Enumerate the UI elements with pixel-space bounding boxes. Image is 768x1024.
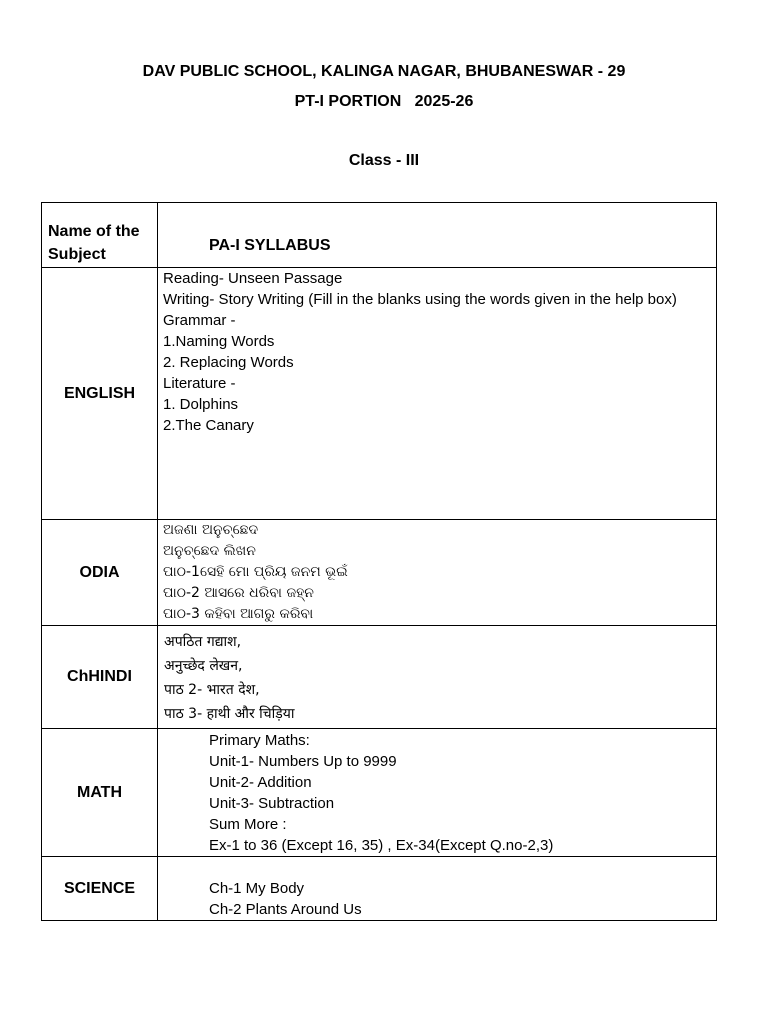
list-item: Unit-3- Subtraction	[209, 795, 335, 812]
list-item: 2. Replacing Words	[163, 354, 294, 371]
syllabus-hindi	[158, 626, 717, 729]
list-item: Reading- Unseen Passage	[163, 270, 343, 287]
list-item: 1. Dolphins	[163, 396, 239, 413]
table-row-math	[42, 729, 717, 857]
class-label: Class - III	[348, 152, 420, 169]
list-item: 2.The Canary	[163, 417, 254, 434]
list-item: Ch-1 My Body	[209, 880, 305, 897]
syllabus-table	[41, 202, 717, 921]
table-row-science	[42, 857, 717, 921]
list-item: Literature -	[163, 375, 236, 392]
subject-hindi: ChHINDI	[42, 626, 158, 729]
list-item: ପାଠ-3 କହିବା ଆଗରୁ କରିବା	[163, 606, 314, 622]
list-item: Sum More :	[209, 816, 287, 833]
list-item: पाठ 2- भारत देश,	[164, 682, 260, 698]
list-item: अपठित गद्याश,	[164, 634, 242, 650]
portion-title: PT-I PORTION 2025-26	[294, 93, 474, 110]
subject-column-header: Name of the Subject	[42, 203, 158, 268]
list-item: अनुच्छेद लेखन,	[164, 658, 243, 674]
table-row-english	[42, 268, 717, 520]
subject-science: SCIENCE	[42, 857, 158, 921]
subject-math: MATH	[42, 729, 158, 857]
table-row-odia	[42, 520, 717, 626]
list-item: Unit-2- Addition	[209, 774, 312, 791]
list-item: Ch-2 Plants Around Us	[209, 901, 362, 918]
table-header-row	[42, 203, 717, 268]
list-item: Ex-1 to 36 (Except 16, 35) , Ex-34(Except Q.no-2,3)	[209, 837, 554, 854]
table-row-hindi	[42, 626, 717, 729]
list-item: ପାଠ-2 ଆସରେ ଧରିବା ଜହ୍ନ	[163, 585, 314, 601]
syllabus-math	[158, 729, 717, 857]
list-item: Grammar -	[163, 312, 236, 329]
list-item: Writing- Story Writing (Fill in the blanks using the words given in the help box)	[163, 291, 677, 308]
list-item: ଅନୁଚ୍ଛେଦ ଲିଖନ	[163, 543, 256, 559]
list-item: Primary Maths:	[209, 732, 310, 749]
school-name: DAV PUBLIC SCHOOL, KALINGA NAGAR, BHUBANESWAR - 29	[142, 63, 626, 80]
subject-english: ENGLISH	[42, 268, 158, 520]
list-item: ଅଜଣା ଅନୁଚ୍ଛେଦ	[163, 522, 259, 538]
syllabus-odia	[158, 520, 717, 626]
list-item: 1.Naming Words	[163, 333, 275, 350]
syllabus-english	[158, 268, 717, 520]
syllabus-column-header: PA-I SYLLABUS	[158, 203, 717, 268]
subject-odia: ODIA	[42, 520, 158, 626]
list-item: ପାଠ-1ସେହି ମୋ ପ୍ରିୟ ଜନମ ଭୂଇଁ	[163, 564, 348, 580]
list-item: पाठ 3- हाथी और चिड़िया	[164, 706, 295, 722]
syllabus-science	[158, 857, 717, 921]
list-item: Unit-1- Numbers Up to 9999	[209, 753, 397, 770]
